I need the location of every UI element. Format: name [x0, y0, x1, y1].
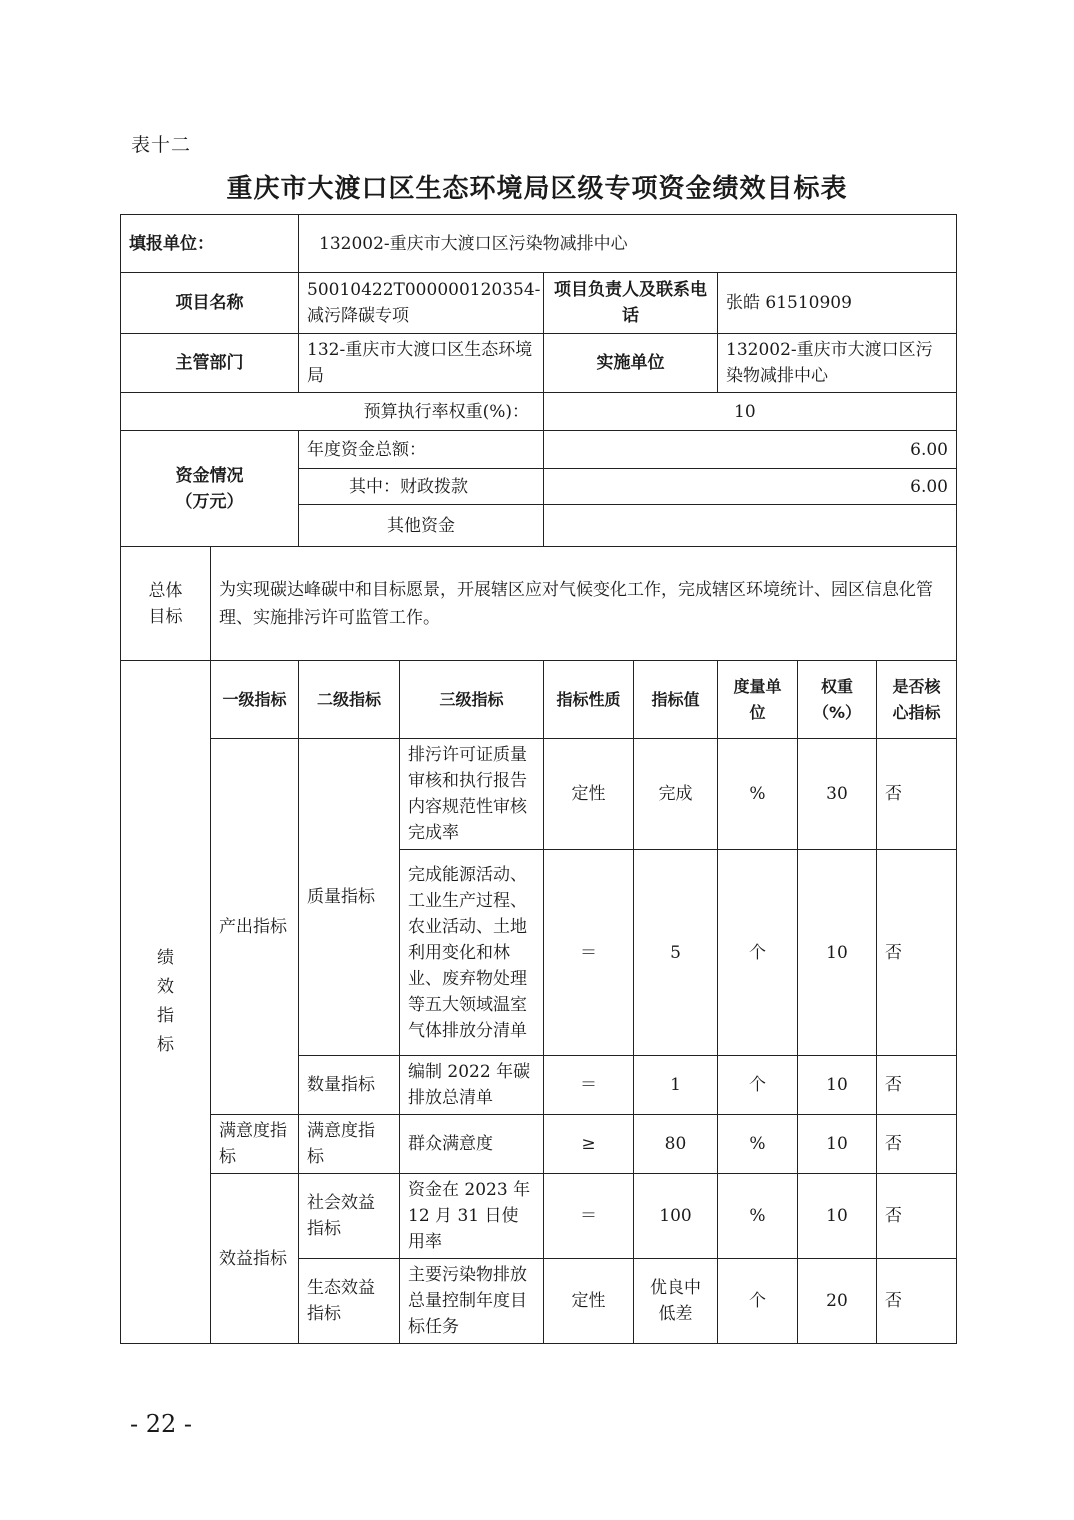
value-cell: 5 [634, 850, 718, 1056]
level2-cell: 满意度指标 [299, 1115, 400, 1174]
side-char: 绩 [157, 948, 174, 968]
impl-label: 实施单位 [544, 334, 718, 393]
other-funds-value [544, 505, 957, 547]
unit-cell: % [718, 739, 798, 850]
nature-cell: ＝ [544, 1174, 634, 1259]
core-cell: 否 [877, 1056, 957, 1115]
goal-label-line1: 总体 [148, 580, 183, 601]
dept-value: 132-重庆市大渡口区生态环境局 [299, 334, 544, 393]
unit-cell: % [718, 1174, 798, 1259]
level3-cell: 编制 2022 年碳排放总清单 [400, 1056, 544, 1115]
unit-cell: 个 [718, 850, 798, 1056]
dept-label: 主管部门 [121, 334, 299, 393]
table-row [121, 1115, 957, 1174]
col-header: 指标值 [634, 661, 718, 739]
level1-cell: 效益指标 [211, 1174, 299, 1344]
level3-cell: 主要污染物排放总量控制年度目标任务 [400, 1259, 544, 1344]
core-cell: 否 [877, 1174, 957, 1259]
fill-unit-label: 填报单位： [121, 215, 299, 273]
funds-label [121, 431, 299, 547]
unit-cell: % [718, 1115, 798, 1174]
level3-cell: 排污许可证质量审核和执行报告内容规范性审核完成率 [400, 739, 544, 850]
indicator-side-label [121, 661, 211, 1344]
weight-cell: 30 [798, 739, 877, 850]
level3-cell: 资金在 2023 年 12 月 31 日使用率 [400, 1174, 544, 1259]
col-header: 二级指标 [299, 661, 400, 739]
annual-funds-value: 6.00 [544, 431, 957, 469]
nature-cell: ＝ [544, 1056, 634, 1115]
col-header: 是否核心指标 [877, 661, 957, 739]
level2-cell: 数量指标 [299, 1056, 400, 1115]
col-header: 指标性质 [544, 661, 634, 739]
nature-cell: 定性 [544, 739, 634, 850]
nature-cell: 定性 [544, 1259, 634, 1344]
budget-weight-value: 10 [544, 393, 957, 431]
side-char: 效 [157, 977, 174, 997]
core-cell: 否 [877, 1259, 957, 1344]
unit-cell: 个 [718, 1259, 798, 1344]
document-title: 重庆市大渡口区生态环境局区级专项资金绩效目标表 [226, 174, 848, 204]
goal-text: 为实现碳达峰碳中和目标愿景，开展辖区应对气候变化工作，完成辖区环境统计、园区信息化管理、实施排污许可监管工作。 [211, 547, 957, 661]
contact-value: 张皓 61510909 [718, 273, 957, 334]
unit-cell: 个 [718, 1056, 798, 1115]
value-cell: 80 [634, 1115, 718, 1174]
goal-label [121, 547, 211, 661]
weight-cell: 20 [798, 1259, 877, 1344]
contact-label: 项目负责人及联系电话 [544, 273, 718, 334]
annual-funds-label: 年度资金总额： [299, 431, 544, 469]
level2-cell: 社会效益指标 [299, 1174, 400, 1259]
weight-cell: 10 [798, 1056, 877, 1115]
core-cell: 否 [877, 850, 957, 1056]
fiscal-funds-label: 其中：财政拨款 [299, 469, 544, 505]
funds-label-line2: （万元） [175, 491, 244, 512]
weight-cell: 10 [798, 1174, 877, 1259]
impl-value: 132002-重庆市大渡口区污染物减排中心 [718, 334, 957, 393]
fill-unit-value: 132002-重庆市大渡口区污染物减排中心 [299, 215, 957, 273]
project-name-label: 项目名称 [121, 273, 299, 334]
nature-cell: ≥ [544, 1115, 634, 1174]
funds-label-line1: 资金情况 [175, 465, 244, 486]
project-name-value: 50010422T000000120354-减污降碳专项 [299, 273, 544, 334]
page-number: - 22 - [130, 1410, 193, 1438]
core-cell: 否 [877, 1115, 957, 1174]
level1-cell: 产出指标 [211, 739, 299, 1115]
goal-label-line2: 目标 [148, 606, 183, 627]
other-funds-label: 其他资金 [299, 505, 544, 547]
value-cell: 100 [634, 1174, 718, 1259]
value-cell: 1 [634, 1056, 718, 1115]
budget-weight-label: 预算执行率权重(%)： [121, 393, 544, 431]
level3-cell: 完成能源活动、工业生产过程、农业活动、土地利用变化和林业、废弃物处理等五大领域温室气体排放分清单 [400, 850, 544, 1056]
nature-cell: ＝ [544, 850, 634, 1056]
weight-cell: 10 [798, 850, 877, 1056]
col-header: 度量单位 [718, 661, 798, 739]
level1-cell: 满意度指标 [211, 1115, 299, 1174]
level3-cell: 群众满意度 [400, 1115, 544, 1174]
table-label: 表十二 [131, 134, 192, 156]
value-cell: 优良中低差 [634, 1259, 718, 1344]
weight-cell: 10 [798, 1115, 877, 1174]
level2-cell: 生态效益指标 [299, 1259, 400, 1344]
table-row [121, 739, 957, 850]
performance-table [120, 214, 957, 1344]
fiscal-funds-value: 6.00 [544, 469, 957, 505]
side-char: 标 [157, 1035, 174, 1055]
core-cell: 否 [877, 739, 957, 850]
col-header: 权重（%） [798, 661, 877, 739]
table-row [121, 1174, 957, 1259]
col-header: 三级指标 [400, 661, 544, 739]
col-header: 一级指标 [211, 661, 299, 739]
side-char: 指 [157, 1006, 174, 1026]
level2-cell: 质量指标 [299, 739, 400, 1056]
value-cell: 完成 [634, 739, 718, 850]
